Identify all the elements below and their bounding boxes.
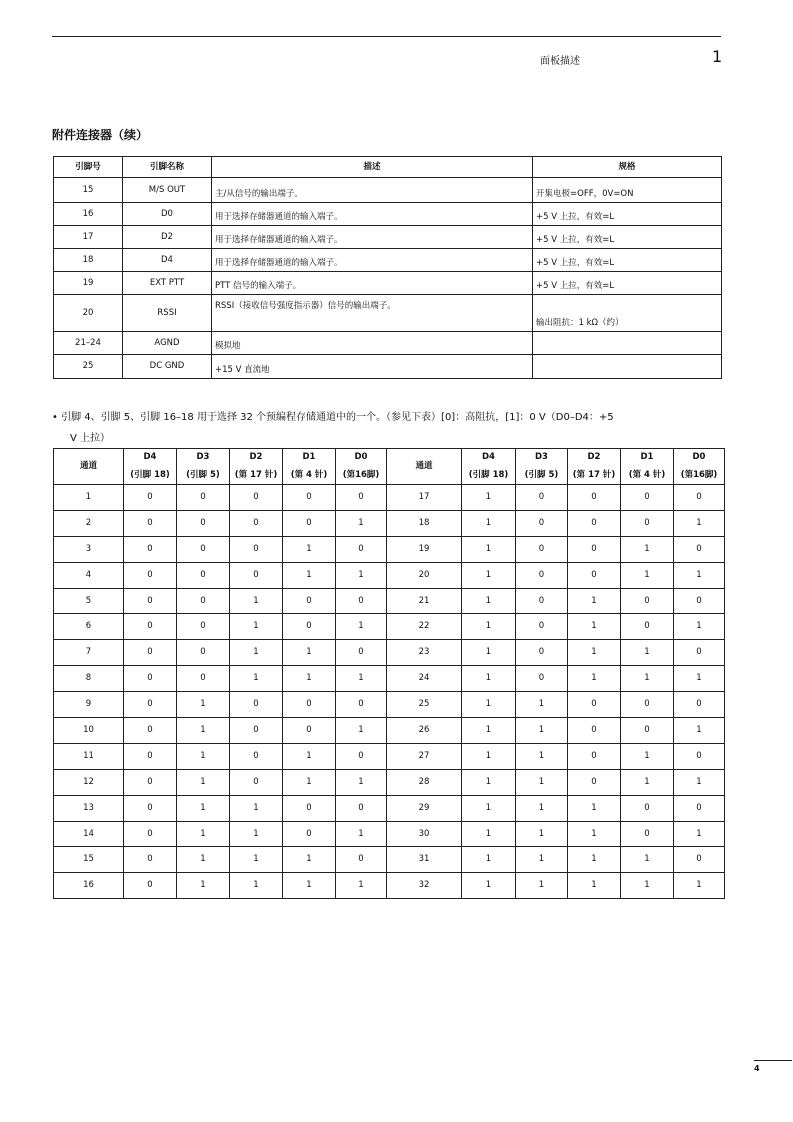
pin-number-cell: 19 (54, 272, 123, 295)
description-cell: 用于选择存储器通道的输入端子。 (212, 203, 533, 226)
bit-value-cell: 0 (621, 510, 674, 536)
col-header-bit (568, 449, 621, 485)
bit-value-cell: 1 (336, 562, 387, 588)
bit-value-cell: 1 (230, 873, 283, 899)
bit-value-cell: 1 (462, 769, 516, 795)
pin-number-cell: 18 (54, 249, 123, 272)
channel-number-cell: 3 (54, 536, 124, 562)
bit-value-cell: 0 (230, 562, 283, 588)
bit-pin-label: (第 17 针) (572, 470, 616, 480)
bit-value-cell: 1 (516, 718, 568, 744)
bit-value-cell: 1 (462, 536, 516, 562)
bit-name: D1 (640, 452, 654, 462)
description-cell: +15 V 直流地 (212, 355, 533, 379)
channel-number-cell: 16 (54, 873, 124, 899)
bit-value-cell: 0 (177, 666, 230, 692)
bit-value-cell: 1 (177, 718, 230, 744)
bit-value-cell: 0 (674, 640, 725, 666)
channel-row (54, 847, 725, 873)
bit-value-cell: 0 (336, 743, 387, 769)
bit-value-cell: 1 (621, 536, 674, 562)
bit-value-cell: 0 (230, 536, 283, 562)
bit-value-cell: 0 (177, 562, 230, 588)
channel-row (54, 485, 725, 511)
bit-value-cell: 1 (336, 718, 387, 744)
col-header-channel: 通道 (387, 449, 462, 485)
bit-value-cell: 1 (568, 847, 621, 873)
pin-name-cell: M/S OUT (123, 178, 212, 203)
channel-number-cell: 20 (387, 562, 462, 588)
bit-value-cell: 0 (230, 692, 283, 718)
connector-row (54, 203, 722, 226)
bit-value-cell: 1 (462, 640, 516, 666)
bit-pin-label: (引脚 5) (186, 470, 220, 480)
channel-number-cell: 19 (387, 536, 462, 562)
bit-value-cell: 1 (336, 510, 387, 536)
channel-number-cell: 26 (387, 718, 462, 744)
bit-value-cell: 1 (674, 614, 725, 640)
bit-name: D4 (143, 452, 157, 462)
col-header-channel: 通道 (54, 449, 124, 485)
bit-value-cell: 1 (462, 588, 516, 614)
bit-value-cell: 0 (283, 821, 336, 847)
channel-number-cell: 30 (387, 821, 462, 847)
bit-value-cell: 1 (283, 666, 336, 692)
bit-name: D3 (535, 452, 548, 462)
bit-value-cell: 1 (230, 821, 283, 847)
bit-name: D2 (249, 452, 263, 462)
bit-value-cell: 0 (230, 485, 283, 511)
bit-value-cell: 1 (462, 718, 516, 744)
bit-value-cell: 0 (621, 795, 674, 821)
bit-value-cell: 1 (462, 743, 516, 769)
bit-value-cell: 0 (283, 485, 336, 511)
bit-value-cell: 1 (674, 562, 725, 588)
bit-value-cell: 0 (516, 485, 568, 511)
bit-value-cell: 1 (674, 666, 725, 692)
bit-value-cell: 1 (462, 485, 516, 511)
channel-row (54, 666, 725, 692)
bit-value-cell: 1 (336, 614, 387, 640)
bit-value-cell: 0 (124, 640, 177, 666)
channel-row (54, 718, 725, 744)
bit-value-cell: 0 (674, 692, 725, 718)
channel-number-cell: 11 (54, 743, 124, 769)
channel-number-cell: 6 (54, 614, 124, 640)
specification-cell (533, 355, 722, 379)
channel-row (54, 536, 725, 562)
bit-value-cell: 1 (283, 769, 336, 795)
bit-value-cell: 0 (621, 692, 674, 718)
channel-number-cell: 5 (54, 588, 124, 614)
connector-row (54, 178, 722, 203)
col-header-specification: 规格 (533, 157, 722, 178)
bit-value-cell: 1 (283, 743, 336, 769)
bit-value-cell: 0 (177, 588, 230, 614)
bit-value-cell: 0 (124, 873, 177, 899)
bit-value-cell: 1 (516, 743, 568, 769)
bit-value-cell: 1 (674, 769, 725, 795)
channel-number-cell: 1 (54, 485, 124, 511)
bit-value-cell: 0 (516, 640, 568, 666)
bit-value-cell: 1 (230, 795, 283, 821)
bit-value-cell: 0 (124, 718, 177, 744)
bit-value-cell: 0 (124, 562, 177, 588)
bit-name: D4 (482, 452, 495, 462)
channel-number-cell: 14 (54, 821, 124, 847)
channel-number-cell: 4 (54, 562, 124, 588)
bit-value-cell: 0 (568, 485, 621, 511)
bit-value-cell: 0 (336, 692, 387, 718)
description-cell: 主/从信号的输出端子。 (212, 178, 533, 203)
connector-row (54, 272, 722, 295)
bit-value-cell: 0 (674, 485, 725, 511)
bit-value-cell: 1 (462, 692, 516, 718)
bit-pin-label: (第 4 针) (290, 470, 328, 480)
col-header-bit (621, 449, 674, 485)
bit-value-cell: 1 (568, 821, 621, 847)
bit-value-cell: 1 (462, 821, 516, 847)
specification-cell: +5 V 上拉，有效=L (533, 249, 722, 272)
bit-name: D0 (354, 452, 368, 462)
bit-value-cell: 0 (674, 588, 725, 614)
bit-value-cell: 1 (568, 640, 621, 666)
pin-name-cell: D0 (123, 203, 212, 226)
channel-number-cell: 23 (387, 640, 462, 666)
bit-value-cell: 1 (568, 588, 621, 614)
channel-row (54, 588, 725, 614)
bit-pin-label: (第 17 针) (234, 470, 278, 480)
bit-value-cell: 1 (230, 614, 283, 640)
bit-value-cell: 0 (516, 562, 568, 588)
connector-row (54, 295, 722, 332)
bit-value-cell: 1 (177, 692, 230, 718)
bit-value-cell: 1 (674, 873, 725, 899)
bit-value-cell: 1 (516, 873, 568, 899)
bit-value-cell: 1 (516, 821, 568, 847)
col-header-pin-number: 引脚号 (54, 157, 123, 178)
pin-name-cell: D2 (123, 226, 212, 249)
channel-number-cell: 17 (387, 485, 462, 511)
channel-number-cell: 29 (387, 795, 462, 821)
bit-value-cell: 0 (124, 536, 177, 562)
channel-number-cell: 2 (54, 510, 124, 536)
col-header-bit (336, 449, 387, 485)
bit-value-cell: 0 (283, 795, 336, 821)
bit-value-cell: 0 (516, 588, 568, 614)
bit-value-cell: 1 (283, 847, 336, 873)
bit-value-cell: 0 (568, 510, 621, 536)
bit-value-cell: 1 (336, 769, 387, 795)
bit-value-cell: 1 (674, 718, 725, 744)
channel-row (54, 821, 725, 847)
bit-value-cell: 1 (621, 666, 674, 692)
channel-number-cell: 22 (387, 614, 462, 640)
pin-name-cell: EXT PTT (123, 272, 212, 295)
bit-value-cell: 1 (283, 873, 336, 899)
bit-value-cell: 0 (283, 692, 336, 718)
bit-value-cell: 0 (177, 536, 230, 562)
bit-value-cell: 1 (230, 588, 283, 614)
bit-value-cell: 0 (177, 640, 230, 666)
bit-value-cell: 1 (568, 873, 621, 899)
bit-value-cell: 1 (462, 562, 516, 588)
description-cell: 用于选择存储器通道的输入端子。 (212, 249, 533, 272)
description-cell: 模拟地 (212, 332, 533, 355)
bit-value-cell: 1 (177, 847, 230, 873)
bit-value-cell: 1 (568, 666, 621, 692)
page-number: 4 (754, 1064, 760, 1073)
bit-value-cell: 0 (177, 614, 230, 640)
bit-value-cell: 0 (621, 821, 674, 847)
col-header-bit (283, 449, 336, 485)
bit-value-cell: 0 (124, 769, 177, 795)
bit-value-cell: 0 (336, 588, 387, 614)
channel-row (54, 873, 725, 899)
bit-value-cell: 1 (283, 536, 336, 562)
bit-value-cell: 0 (124, 821, 177, 847)
footer-rule (754, 1060, 792, 1061)
bit-value-cell: 0 (568, 562, 621, 588)
channel-select-note (52, 407, 692, 449)
channel-number-cell: 7 (54, 640, 124, 666)
description-cell: 用于选择存储器通道的输入端子。 (212, 226, 533, 249)
channel-number-cell: 10 (54, 718, 124, 744)
bit-value-cell: 0 (230, 718, 283, 744)
col-header-bit (462, 449, 516, 485)
bit-value-cell: 1 (462, 795, 516, 821)
bit-value-cell: 0 (230, 743, 283, 769)
pin-name-cell: D4 (123, 249, 212, 272)
channel-number-cell: 18 (387, 510, 462, 536)
bit-value-cell: 1 (621, 562, 674, 588)
note-line-1: • 引脚 4、引脚 5、引脚 16–18 用于选择 32 个预编程存储通道中的一个。（参见下表）[0]：高阻抗，[1]：0 V（D0–D4：+5 (52, 412, 614, 423)
pin-number-cell: 20 (54, 295, 123, 332)
bit-pin-label: (第16脚) (680, 470, 718, 480)
bit-value-cell: 0 (621, 588, 674, 614)
bit-value-cell: 1 (177, 873, 230, 899)
bit-value-cell: 1 (621, 640, 674, 666)
bit-value-cell: 1 (621, 743, 674, 769)
col-header-bit (124, 449, 177, 485)
bit-pin-label: (引脚 18) (130, 470, 170, 480)
bit-value-cell: 1 (177, 769, 230, 795)
pin-name-cell: RSSI (123, 295, 212, 332)
bit-value-cell: 0 (568, 743, 621, 769)
connector-row (54, 226, 722, 249)
bit-value-cell: 0 (568, 692, 621, 718)
bit-value-cell: 1 (336, 666, 387, 692)
channel-number-cell: 27 (387, 743, 462, 769)
bit-value-cell: 0 (621, 614, 674, 640)
bit-value-cell: 1 (462, 666, 516, 692)
channel-number-cell: 25 (387, 692, 462, 718)
section-heading: 附件连接器（续） (52, 128, 149, 142)
bit-pin-label: (第 4 针) (628, 470, 666, 480)
bit-value-cell: 0 (230, 769, 283, 795)
bit-value-cell: 1 (336, 821, 387, 847)
channel-number-cell: 24 (387, 666, 462, 692)
channel-number-cell: 12 (54, 769, 124, 795)
bit-value-cell: 0 (621, 485, 674, 511)
bit-value-cell: 0 (336, 795, 387, 821)
description-cell: RSSI（接收信号强度指示器）信号的输出端子。 (212, 295, 533, 332)
connector-row (54, 332, 722, 355)
specification-cell: 开集电极=OFF，0V=ON (533, 178, 722, 203)
bit-value-cell: 1 (230, 640, 283, 666)
channel-row (54, 640, 725, 666)
bit-value-cell: 1 (230, 847, 283, 873)
col-header-bit (674, 449, 725, 485)
bit-value-cell: 0 (124, 510, 177, 536)
bit-value-cell: 0 (336, 536, 387, 562)
header-chapter-number: 1 (712, 47, 723, 66)
bit-value-cell: 0 (177, 485, 230, 511)
bit-name: D3 (196, 452, 210, 462)
bit-value-cell: 0 (516, 536, 568, 562)
channel-row (54, 769, 725, 795)
bit-value-cell: 1 (177, 795, 230, 821)
bit-name: D0 (692, 452, 706, 462)
col-header-pin-name: 引脚名称 (123, 157, 212, 178)
bit-value-cell: 0 (283, 588, 336, 614)
bit-value-cell: 1 (283, 640, 336, 666)
bit-value-cell: 0 (674, 795, 725, 821)
bit-value-cell: 1 (516, 847, 568, 873)
channel-number-cell: 32 (387, 873, 462, 899)
specification-cell: 输出阻抗：1 kΩ（约） (533, 295, 722, 332)
pin-number-cell: 17 (54, 226, 123, 249)
memory-channel-table (53, 448, 725, 899)
bit-value-cell: 0 (674, 743, 725, 769)
channel-number-cell: 21 (387, 588, 462, 614)
bit-value-cell: 0 (124, 795, 177, 821)
bit-value-cell: 0 (516, 614, 568, 640)
channel-number-cell: 9 (54, 692, 124, 718)
channel-row (54, 510, 725, 536)
channel-number-cell: 31 (387, 847, 462, 873)
pin-number-cell: 21–24 (54, 332, 123, 355)
description-cell: PTT 信号的输入端子。 (212, 272, 533, 295)
channel-row (54, 743, 725, 769)
col-header-bit (230, 449, 283, 485)
pin-name-cell: DC GND (123, 355, 212, 379)
bit-pin-label: (第16脚) (342, 470, 380, 480)
bit-value-cell: 0 (124, 743, 177, 769)
bit-pin-label: (引脚 5) (524, 470, 559, 480)
bit-value-cell: 1 (462, 873, 516, 899)
bit-value-cell: 0 (674, 847, 725, 873)
bit-value-cell: 0 (516, 666, 568, 692)
bit-value-cell: 1 (674, 821, 725, 847)
bit-value-cell: 1 (516, 795, 568, 821)
specification-cell: +5 V 上拉，有效=L (533, 203, 722, 226)
col-header-bit (516, 449, 568, 485)
channel-row (54, 795, 725, 821)
header-section-title: 面板描述 (540, 56, 580, 67)
bit-value-cell: 1 (568, 795, 621, 821)
bit-value-cell: 0 (124, 614, 177, 640)
bit-value-cell: 1 (516, 692, 568, 718)
bit-value-cell: 0 (124, 692, 177, 718)
channel-row (54, 562, 725, 588)
channel-number-cell: 28 (387, 769, 462, 795)
bit-value-cell: 0 (336, 640, 387, 666)
bit-value-cell: 1 (674, 510, 725, 536)
pin-number-cell: 15 (54, 178, 123, 203)
bit-value-cell: 1 (462, 847, 516, 873)
bit-value-cell: 1 (177, 821, 230, 847)
bit-value-cell: 0 (621, 718, 674, 744)
pin-number-cell: 25 (54, 355, 123, 379)
bit-value-cell: 0 (230, 510, 283, 536)
bit-value-cell: 0 (283, 614, 336, 640)
bit-pin-label: (引脚 18) (468, 470, 509, 480)
pin-name-cell: AGND (123, 332, 212, 355)
bit-value-cell: 0 (124, 588, 177, 614)
bit-name: D2 (587, 452, 601, 462)
channel-row (54, 614, 725, 640)
bit-value-cell: 1 (462, 614, 516, 640)
channel-number-cell: 8 (54, 666, 124, 692)
header-rule (52, 36, 721, 37)
bit-value-cell: 0 (283, 718, 336, 744)
bit-value-cell: 1 (283, 562, 336, 588)
bit-value-cell: 1 (230, 666, 283, 692)
channel-row (54, 692, 725, 718)
bit-value-cell: 1 (336, 873, 387, 899)
note-line-2: V 上拉） (70, 433, 111, 444)
bit-value-cell: 0 (336, 847, 387, 873)
connector-row (54, 249, 722, 272)
bit-value-cell: 0 (124, 847, 177, 873)
bit-value-cell: 0 (124, 485, 177, 511)
pin-number-cell: 16 (54, 203, 123, 226)
bit-value-cell: 0 (568, 536, 621, 562)
bit-value-cell: 1 (516, 769, 568, 795)
bit-value-cell: 0 (283, 510, 336, 536)
specification-cell: +5 V 上拉，有效=L (533, 226, 722, 249)
bit-value-cell: 1 (177, 743, 230, 769)
bit-value-cell: 1 (568, 614, 621, 640)
bit-name: D1 (302, 452, 316, 462)
bit-value-cell: 0 (568, 769, 621, 795)
bit-value-cell: 1 (621, 873, 674, 899)
bit-value-cell: 0 (516, 510, 568, 536)
channel-number-cell: 13 (54, 795, 124, 821)
bit-value-cell: 0 (124, 666, 177, 692)
specification-cell: +5 V 上拉，有效=L (533, 272, 722, 295)
col-header-bit (177, 449, 230, 485)
channel-number-cell: 15 (54, 847, 124, 873)
bit-value-cell: 1 (621, 769, 674, 795)
bit-value-cell: 0 (336, 485, 387, 511)
bit-value-cell: 0 (177, 510, 230, 536)
bit-value-cell: 0 (568, 718, 621, 744)
bit-value-cell: 1 (621, 847, 674, 873)
bit-value-cell: 0 (674, 536, 725, 562)
connector-row (54, 355, 722, 379)
connector-pin-table (53, 156, 722, 379)
col-header-description: 描述 (212, 157, 533, 178)
specification-cell (533, 332, 722, 355)
bit-value-cell: 1 (462, 510, 516, 536)
